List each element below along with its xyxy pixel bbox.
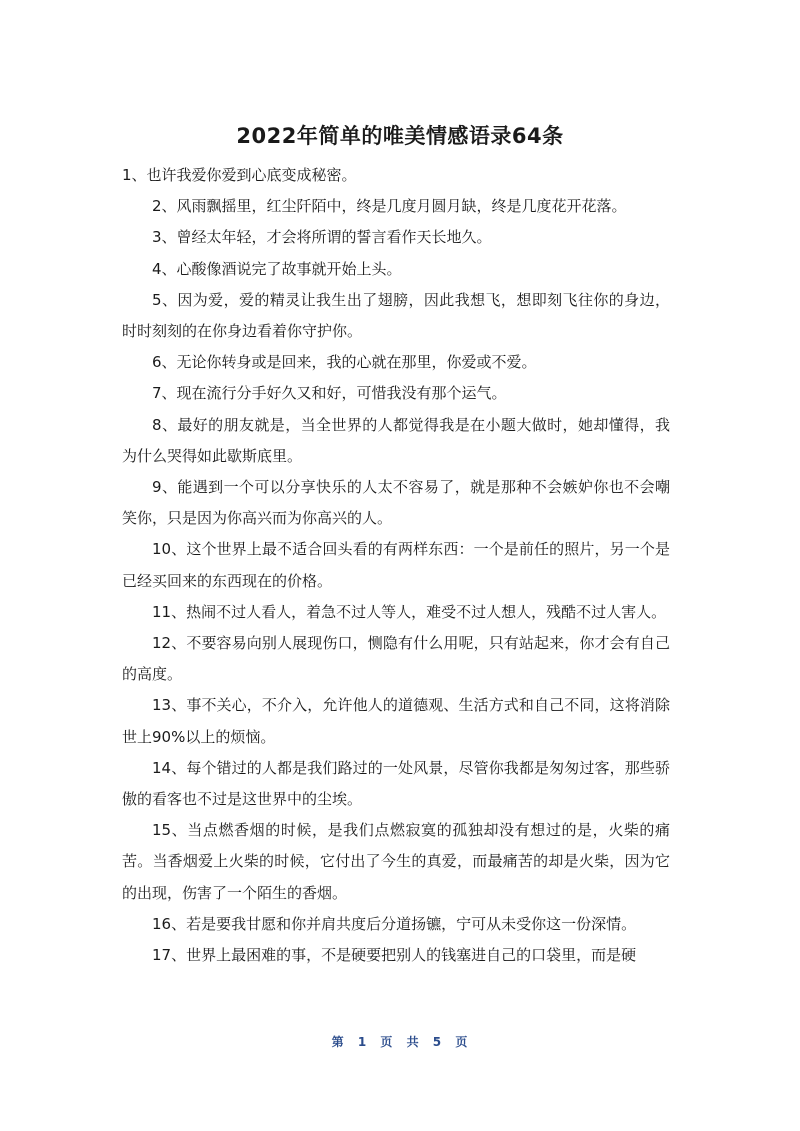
- footer-ye2: 页: [455, 1035, 469, 1049]
- paragraph: 14、每个错过的人都是我们路过的一处风景，尽管你我都是匆匆过客，那些骄傲的看客也不过是这世界中的尘埃。: [122, 758, 670, 809]
- footer-total-pages: 5: [432, 1035, 443, 1049]
- paragraph: 16、若是要我甘愿和你并肩共度后分道扬镳，宁可从未受你这一份深情。: [152, 914, 637, 933]
- paragraph: 1、也许我爱你爱到心底变成秘密。: [122, 166, 357, 184]
- paragraph: 10、这个世界上最不适合回头看的有两样东西：一个是前任的照片，另一个是已经买回来的东西现在的价格。: [122, 540, 670, 590]
- document-body: [122, 160, 670, 971]
- paragraph: 15、当点燃香烟的时候，是我们点燃寂寞的孤独却没有想过的是，火柴的痛苦。当香烟爱上火柴的时候，它付出了今生的真爱，而最痛苦的却是火柴，因为它的出现，伤害了一个陌生的香烟。: [122, 821, 670, 902]
- paragraph: 4、心酸像酒说完了故事就开始上头。: [152, 259, 402, 278]
- footer-di: 第: [331, 1035, 345, 1049]
- paragraph: 9、能遇到一个可以分享快乐的人太不容易了，就是那种不会嫉妒你也不会嘲笑你，只是因为你高兴而为你高兴的人。: [122, 478, 670, 528]
- paragraph: 6、无论你转身或是回来，我的心就在那里，你爱或不爱。: [152, 353, 537, 372]
- page-footer: [0, 1033, 800, 1050]
- document-title: 2022年简单的唯美情感语录64条: [236, 124, 564, 148]
- paragraph: 17、世界上最困难的事，不是硬要把别人的钱塞进自己的口袋里，而是硬: [152, 946, 637, 965]
- footer-gong: 共: [406, 1035, 420, 1049]
- paragraph: 5、因为爱，爱的精灵让我生出了翅膀，因此我想飞，想即刻飞往你的身边，时时刻刻的在你身边看着你守护你。: [122, 290, 670, 341]
- paragraph: 12、不要容易向别人展现伤口，恻隐有什么用呢，只有站起来，你才会有自己的高度。: [122, 634, 670, 684]
- paragraph: 2、风雨飘摇里，红尘阡陌中，终是几度月圆月缺，终是几度花开花落。: [152, 197, 627, 216]
- paragraph: 3、曾经太年轻，才会将所谓的誓言看作天长地久。: [152, 228, 492, 247]
- paragraph: 11、热闹不过人看人，着急不过人等人，难受不过人想人，残酷不过人害人。: [152, 602, 667, 621]
- paragraph: 7、现在流行分手好久又和好，可惜我没有那个运气。: [152, 384, 507, 403]
- paragraph: 13、事不关心，不介入，允许他人的道德观、生活方式和自己不同，这将消除世上90%以上的烦恼。: [122, 696, 670, 746]
- paragraph: 8、最好的朋友就是，当全世界的人都觉得我是在小题大做时，她却懂得，我为什么哭得如此歇斯底里。: [122, 415, 670, 465]
- footer-current-page: 1: [357, 1035, 368, 1049]
- footer-ye: 页: [380, 1035, 394, 1049]
